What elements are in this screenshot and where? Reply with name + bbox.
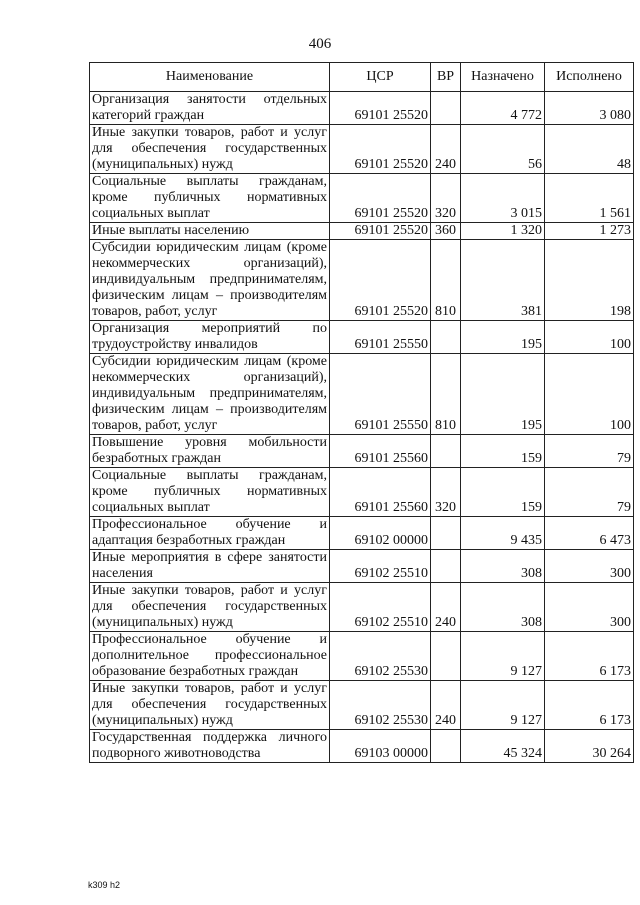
row-csr: 69102 25530 <box>330 632 431 681</box>
row-vr: 810 <box>431 240 461 321</box>
table-row <box>90 174 634 223</box>
row-vr <box>431 435 461 468</box>
row-csr: 69102 25530 <box>330 681 431 730</box>
row-name: Организация занятости отдельных категорий граждан <box>90 92 330 125</box>
table-row <box>90 240 634 321</box>
row-vr <box>431 730 461 763</box>
row-executed: 48 <box>545 125 634 174</box>
row-vr: 810 <box>431 354 461 435</box>
table-header-row <box>90 63 634 92</box>
table-row <box>90 517 634 550</box>
row-name: Субсидии юридическим лицам (кроме некоммерческих организаций), индивидуальным предпринимателям, физическим лицам – производителям товаров, работ, услуг <box>90 354 330 435</box>
footer-code: k309 h2 <box>88 880 121 890</box>
row-csr: 69101 25550 <box>330 321 431 354</box>
row-name: Иные выплаты населению <box>90 223 330 240</box>
budget-table <box>89 62 634 763</box>
table-row <box>90 583 634 632</box>
row-executed: 1 273 <box>545 223 634 240</box>
row-executed: 300 <box>545 583 634 632</box>
row-vr <box>431 321 461 354</box>
table-row <box>90 354 634 435</box>
table-row <box>90 681 634 730</box>
row-assigned: 159 <box>461 435 545 468</box>
row-vr: 320 <box>431 174 461 223</box>
row-vr <box>431 550 461 583</box>
row-assigned: 1 320 <box>461 223 545 240</box>
row-name: Социальные выплаты гражданам, кроме публичных нормативных социальных выплат <box>90 174 330 223</box>
table-row <box>90 92 634 125</box>
row-csr: 69103 00000 <box>330 730 431 763</box>
row-name: Профессиональное обучение и адаптация безработных граждан <box>90 517 330 550</box>
row-vr <box>431 632 461 681</box>
table-row <box>90 321 634 354</box>
row-name: Социальные выплаты гражданам, кроме публичных нормативных социальных выплат <box>90 468 330 517</box>
row-name: Государственная поддержка личного подворного животноводства <box>90 730 330 763</box>
row-name: Повышение уровня мобильности безработных граждан <box>90 435 330 468</box>
row-csr: 69101 25520 <box>330 92 431 125</box>
row-vr <box>431 517 461 550</box>
row-assigned: 3 015 <box>461 174 545 223</box>
row-name: Иные закупки товаров, работ и услуг для обеспечения государственных (муниципальных) нужд <box>90 681 330 730</box>
row-executed: 100 <box>545 354 634 435</box>
row-assigned: 308 <box>461 583 545 632</box>
table-row <box>90 468 634 517</box>
row-assigned: 45 324 <box>461 730 545 763</box>
row-csr: 69101 25560 <box>330 468 431 517</box>
row-csr: 69101 25520 <box>330 174 431 223</box>
row-assigned: 9 127 <box>461 632 545 681</box>
table-row <box>90 125 634 174</box>
row-name: Организация мероприятий по трудоустройству инвалидов <box>90 321 330 354</box>
header-assigned: Назначено <box>461 63 545 92</box>
row-csr: 69101 25520 <box>330 240 431 321</box>
row-assigned: 9 127 <box>461 681 545 730</box>
row-assigned: 195 <box>461 354 545 435</box>
row-executed: 6 173 <box>545 681 634 730</box>
row-executed: 1 561 <box>545 174 634 223</box>
row-csr: 69101 25550 <box>330 354 431 435</box>
row-assigned: 56 <box>461 125 545 174</box>
row-executed: 300 <box>545 550 634 583</box>
table-row <box>90 730 634 763</box>
row-csr: 69102 25510 <box>330 583 431 632</box>
table-row <box>90 435 634 468</box>
row-vr <box>431 92 461 125</box>
row-executed: 30 264 <box>545 730 634 763</box>
row-executed: 79 <box>545 435 634 468</box>
row-assigned: 9 435 <box>461 517 545 550</box>
row-name: Профессиональное обучение и дополнительное профессиональное образование безработных граждан <box>90 632 330 681</box>
row-vr: 320 <box>431 468 461 517</box>
row-csr: 69102 25510 <box>330 550 431 583</box>
header-name: Наименование <box>90 63 330 92</box>
row-vr: 360 <box>431 223 461 240</box>
header-csr: ЦСР <box>330 63 431 92</box>
row-vr: 240 <box>431 583 461 632</box>
row-executed: 6 473 <box>545 517 634 550</box>
row-assigned: 4 772 <box>461 92 545 125</box>
row-name: Иные закупки товаров, работ и услуг для обеспечения государственных (муниципальных) нужд <box>90 583 330 632</box>
row-name: Иные закупки товаров, работ и услуг для обеспечения государственных (муниципальных) нужд <box>90 125 330 174</box>
row-assigned: 381 <box>461 240 545 321</box>
row-vr: 240 <box>431 681 461 730</box>
row-assigned: 195 <box>461 321 545 354</box>
row-executed: 3 080 <box>545 92 634 125</box>
table-row <box>90 550 634 583</box>
row-csr: 69101 25560 <box>330 435 431 468</box>
row-csr: 69101 25520 <box>330 223 431 240</box>
row-assigned: 308 <box>461 550 545 583</box>
row-assigned: 159 <box>461 468 545 517</box>
row-vr: 240 <box>431 125 461 174</box>
page-number: 406 <box>308 36 332 52</box>
row-executed: 79 <box>545 468 634 517</box>
row-executed: 100 <box>545 321 634 354</box>
row-executed: 6 173 <box>545 632 634 681</box>
row-csr: 69102 00000 <box>330 517 431 550</box>
row-executed: 198 <box>545 240 634 321</box>
table-row <box>90 632 634 681</box>
table-row <box>90 223 634 240</box>
row-name: Субсидии юридическим лицам (кроме некоммерческих организаций), индивидуальным предпринимателям, физическим лицам – производителям товаров, работ, услуг <box>90 240 330 321</box>
header-executed: Исполнено <box>545 63 634 92</box>
row-csr: 69101 25520 <box>330 125 431 174</box>
header-vr: ВР <box>431 63 461 92</box>
row-name: Иные мероприятия в сфере занятости населения <box>90 550 330 583</box>
